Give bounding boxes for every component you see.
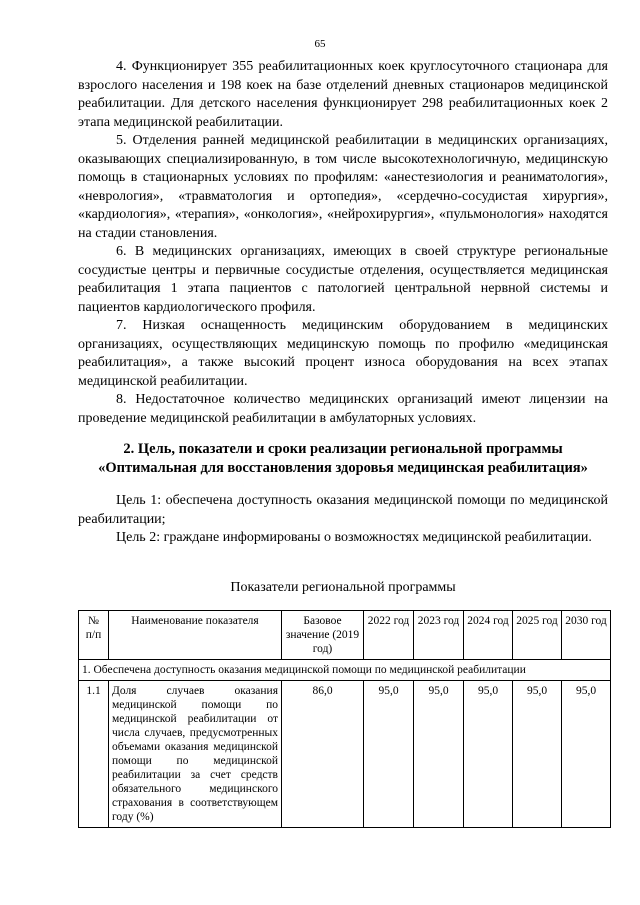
row-name: Доля случаев оказания медицинской помощи по медицинской реабилитации от числа случаев, предусмотренных объемами оказания медицинской помощи по медицинской реабилитации за счет средств обязательного медицинского страхования в соответствующем году (%) — [109, 681, 282, 828]
section-row-label: 1. Обеспечена доступность оказания медицинской помощи по медицинской реабилитации — [79, 660, 611, 681]
header-num: № п/п — [79, 611, 109, 660]
paragraph-4: 4. Функционирует 355 реабилитационных коек круглосуточного стационара для взрослого населения и 198 коек на базе отделений дневных стационаров медицинской реабилитации. Для детского населения функционирует 298 реабилитационных коек 2 этапа медицинской реабилитации. — [78, 59, 608, 130]
table-row — [79, 681, 611, 828]
row-2024: 95,0 — [464, 681, 513, 828]
section-heading — [78, 440, 608, 478]
goal-1: Цель 1: обеспечена доступность оказания медицинской помощи по медицинской реабилитации; — [78, 493, 608, 527]
header-name: Наименование показателя — [109, 611, 282, 660]
header-base: Базовое значение (2019 год) — [282, 611, 364, 660]
table-section-row — [79, 660, 611, 681]
paragraph-8: 8. Недостаточное количество медицинских организаций имеют лицензии на проведение медицинской реабилитации в амбулаторных условиях. — [78, 392, 608, 426]
paragraph-5: 5. Отделения ранней медицинской реабилитации в медицинских организациях, оказывающих специализированную, в том числе высокотехнологичную, медицинскую помощь в стационарных условиях по профилям: «анестезиология и реаниматология», «неврология», «травматология и ортопедия», «сердечно-сосудистая хирургия», «кардиология», «терапия», «онкология», «нейрохирургия», «пульмонология» находятся на стадии становления. — [78, 133, 608, 241]
section-heading-line1: 2. Цель, показатели и сроки реализации региональной программы — [123, 441, 563, 457]
paragraph-7: 7. Низкая оснащенность медицинским оборудованием в медицинских организациях, осуществляющих медицинскую помощь по профилю «медицинская реабилитация», а также высокий процент износа оборудования на всех этапах медицинской реабилитации. — [78, 318, 608, 389]
table-header-row — [79, 611, 611, 660]
row-base: 86,0 — [282, 681, 364, 828]
header-2022: 2022 год — [364, 611, 414, 660]
header-2030: 2030 год — [562, 611, 611, 660]
table-caption: Показатели региональной программы — [230, 580, 456, 595]
paragraph-6: 6. В медицинских организациях, имеющих в своей структуре региональные сосудистые центры и первичные сосудистые отделения, осуществляется медицинская реабилитация 1 этапа пациентов с патологией центральной нервной системы и пациентов кардиологического профиля. — [78, 244, 608, 315]
indicators-table — [78, 610, 611, 828]
page-number: 65 — [314, 38, 326, 50]
section-heading-line2: «Оптимальная для восстановления здоровья медицинская реабилитация» — [98, 460, 588, 476]
row-2030: 95,0 — [562, 681, 611, 828]
row-2025: 95,0 — [513, 681, 562, 828]
header-2024: 2024 год — [464, 611, 513, 660]
header-2023: 2023 год — [414, 611, 464, 660]
body-text — [78, 58, 608, 428]
row-num: 1.1 — [79, 681, 109, 828]
row-2023: 95,0 — [414, 681, 464, 828]
row-2022: 95,0 — [364, 681, 414, 828]
goals — [78, 492, 608, 548]
header-2025: 2025 год — [513, 611, 562, 660]
goal-2: Цель 2: граждане информированы о возможностях медицинской реабилитации. — [116, 530, 592, 545]
